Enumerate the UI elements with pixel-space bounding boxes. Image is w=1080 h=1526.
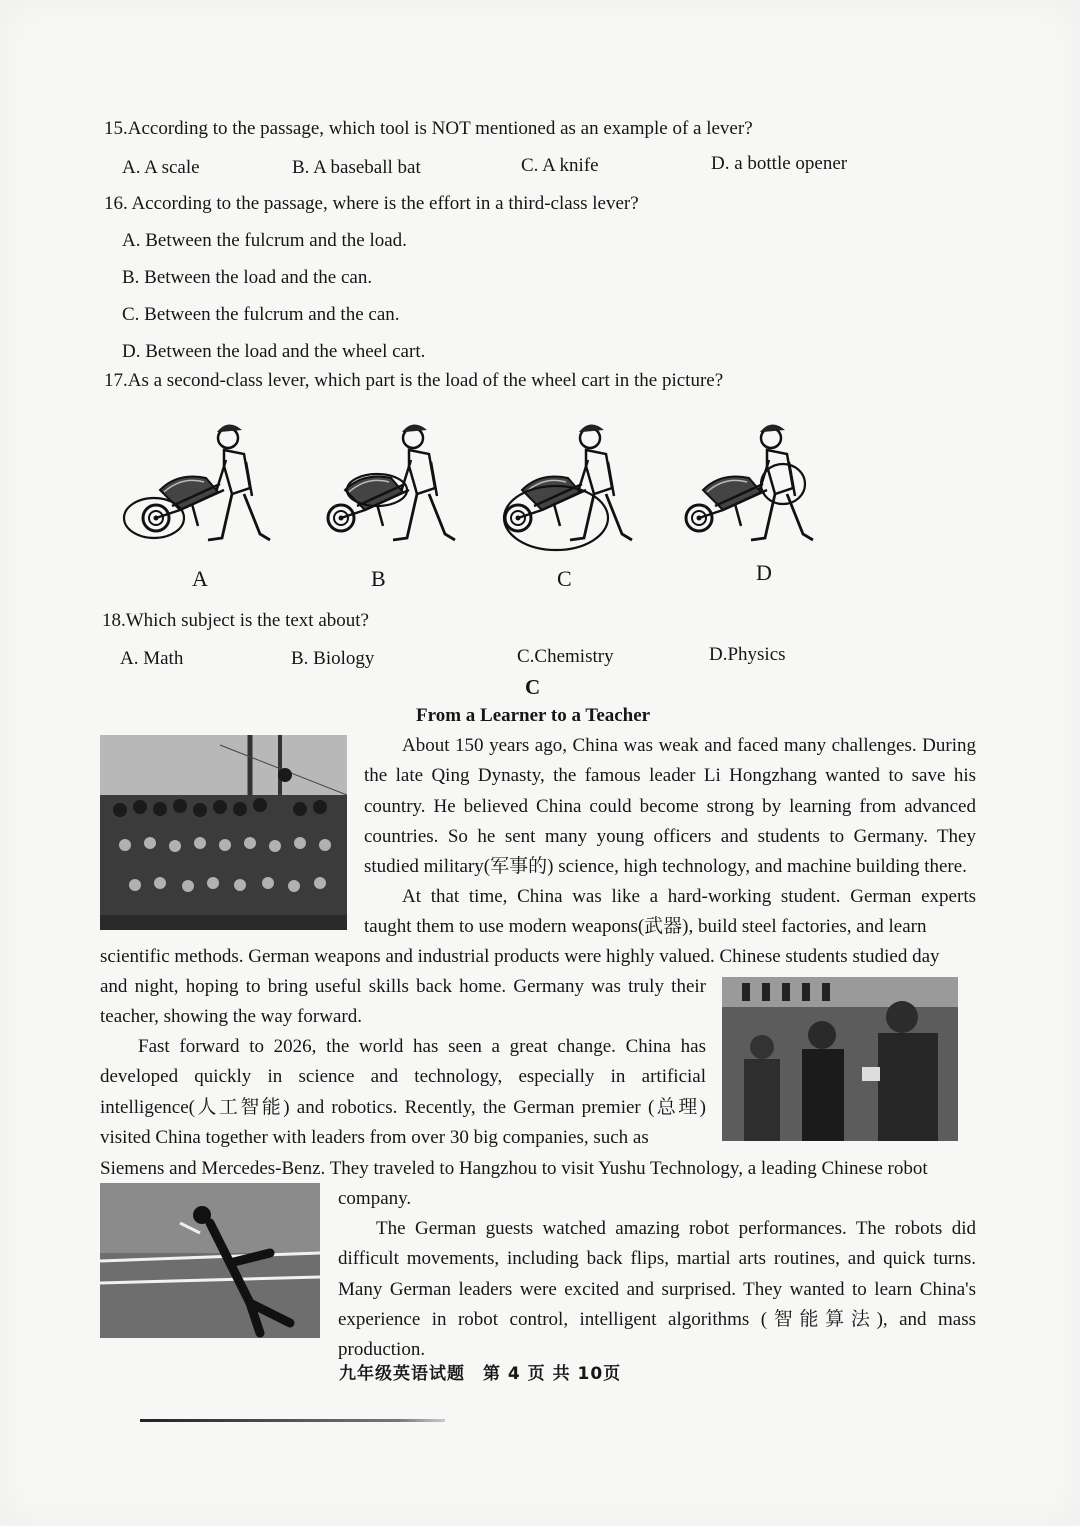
q16-option-d: D. Between the load and the wheel cart. (122, 341, 426, 362)
paragraph-2c: and night, hoping to bring useful skills back home. Germany was truly their teacher, showing the way forward. (100, 976, 706, 1028)
q15-option-a: A. A scale (122, 157, 200, 178)
q18-option-d: D.Physics (709, 644, 786, 665)
paragraph-2b: scientific methods. German weapons and industrial products were highly valued. Chinese students studied day (100, 946, 940, 967)
q15-stem: 15.According to the passage, which tool is NOT mentioned as an example of a lever? (104, 118, 753, 139)
section-letter: C (525, 675, 541, 699)
q17-stem: 17.As a second-class lever, which part is the load of the wheel cart in the picture? (104, 370, 724, 391)
wheelbarrow-figure-c (482, 410, 652, 560)
q18-option-b: B. Biology (291, 648, 375, 669)
q16-option-b: B. Between the load and the can. (122, 267, 373, 288)
figure-label-b: B (371, 566, 386, 591)
q18-stem: 18.Which subject is the text about? (102, 610, 369, 631)
page-footer: 九年级英语试题 第 4 页 共 10页 (339, 1364, 622, 1384)
figure-label-a: A (192, 566, 208, 591)
q15-option-b: B. A baseball bat (292, 157, 421, 178)
paragraph-3c: company. (338, 1188, 412, 1209)
q18-option-a: A. Math (120, 648, 184, 669)
q16-option-c: C. Between the fulcrum and the can. (122, 304, 400, 325)
robot-flip-photo (100, 1183, 320, 1338)
figure-label-c: C (557, 566, 572, 591)
q16-stem: 16. According to the passage, where is the effort in a third-class lever? (104, 193, 639, 214)
divider-line (140, 1419, 445, 1422)
wheelbarrow-figure-b (305, 410, 475, 560)
q15-option-c: C. A knife (521, 155, 599, 176)
q18-option-c: C.Chemistry (517, 646, 614, 667)
figure-label-d: D (756, 560, 772, 585)
paragraph-4: The German guests watched amazing robot performances. The robots did difficult movements, including back flips, martial arts routines, and quick turns. Many German leaders were excited and surprised. They wanted to learn China's experience in robot control, intelligent algorithms (智能算法), and mass production. (338, 1218, 976, 1361)
q15-option-d: D. a bottle opener (711, 153, 848, 174)
q16-option-a: A. Between the fulcrum and the load. (122, 230, 407, 251)
wheelbarrow-figure-a (120, 410, 290, 560)
paragraph-2a: At that time, China was like a hard-working student. German experts taught them to use modern weapons(武器), build steel factories, and learn (364, 886, 976, 938)
meeting-photo (722, 977, 958, 1141)
historical-group-photo (100, 735, 347, 930)
paragraph-1: About 150 years ago, China was weak and faced many challenges. During the late Qing Dynasty, the famous leader Li Hongzhang wanted to save his country. He believed China could become strong by learning from advanced countries. So he sent many young officers and students to Germany. They studied military(军事的) science, high technology, and machine building there. (364, 735, 976, 878)
paragraph-3b: Siemens and Mercedes-Benz. They traveled to Hangzhou to visit Yushu Technology, a leading Chinese robot (100, 1158, 928, 1179)
wheelbarrow-figure-d (663, 410, 833, 560)
paragraph-3a: Fast forward to 2026, the world has seen a great change. China has developed quickly in science and technology, especially in artificial intelligence(人工智能) and robotics. Recently, the German premier (总理) visited China together with leaders from over 30 big companies, such as (100, 1036, 706, 1148)
passage-title: From a Learner to a Teacher (416, 705, 651, 726)
